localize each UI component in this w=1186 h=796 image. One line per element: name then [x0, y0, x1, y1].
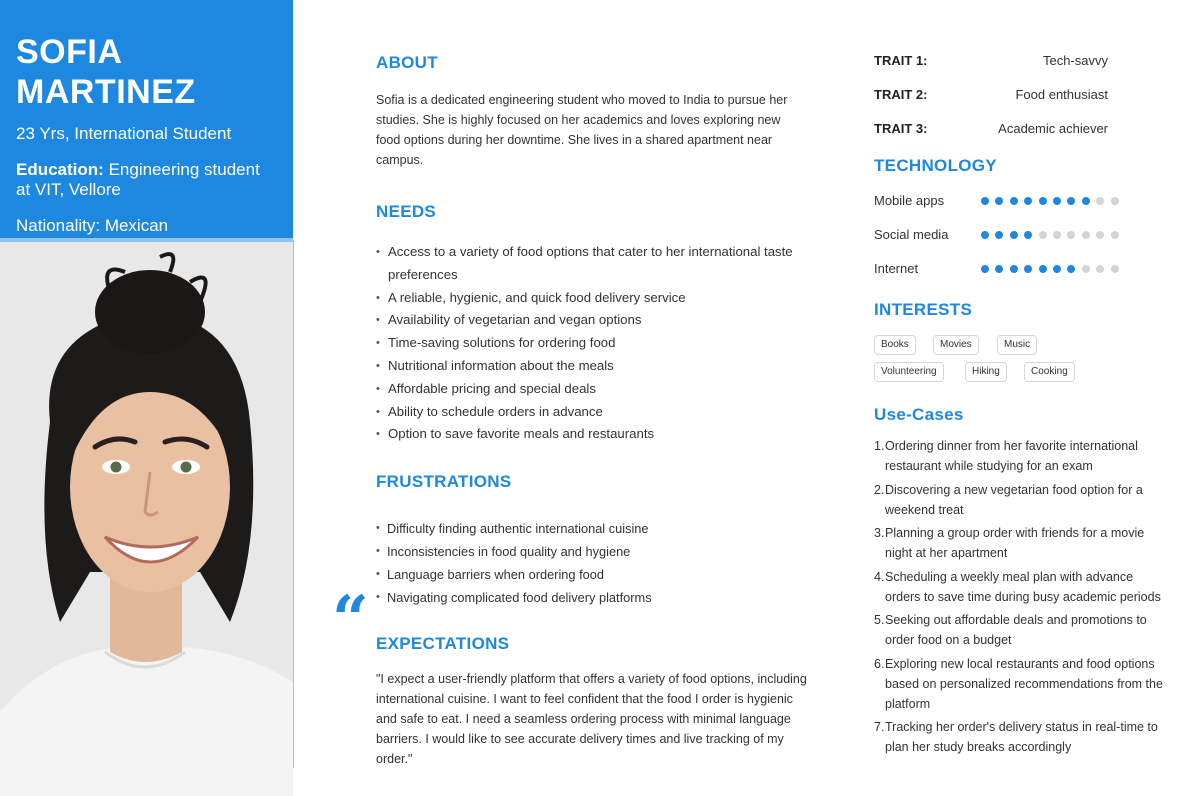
about-text: Sofia is a dedicated engineering student who moved to India to pursue her studies. She is highly focused on her academics and loves exploring new food options during her downtime. She lives in a shared apartment near campus.	[376, 93, 788, 167]
rating-dot-empty	[1111, 231, 1119, 239]
rating-dot-filled	[1053, 265, 1061, 273]
list-item: 7. Tracking her order's delivery status in real-time to plan her study breaks accordingly	[874, 720, 1158, 754]
needs-list	[376, 241, 816, 446]
list-item: • Language barriers when ordering food	[376, 563, 816, 586]
list-item: • Affordable pricing and special deals	[376, 378, 816, 401]
rating-dot-empty	[1096, 231, 1104, 239]
tech-row-internet	[874, 261, 1124, 279]
use-cases-title: Use-Cases	[874, 405, 964, 424]
tech-row-social-media	[874, 227, 1124, 245]
rating-dot-filled	[1039, 265, 1047, 273]
interests-title: INTERESTS	[874, 300, 973, 319]
rating-dot-filled	[995, 265, 1003, 273]
list-item: • Access to a variety of food options that cater to her international taste preferences	[376, 241, 816, 287]
rating-dot-filled	[1067, 197, 1075, 205]
list-item: 5. Seeking out affordable deals and promotions to order food on a budget	[874, 613, 1147, 647]
rating-dot-filled	[981, 197, 989, 205]
list-item: • Navigating complicated food delivery platforms	[376, 586, 816, 609]
list-item: • Nutritional information about the meals	[376, 355, 816, 378]
list-item: • Option to save favorite meals and restaurants	[376, 423, 816, 446]
rating-dot-empty	[1096, 197, 1104, 205]
rating-dot-filled	[1024, 197, 1032, 205]
technology-title: TECHNOLOGY	[874, 156, 997, 175]
skill-rating	[981, 265, 1119, 273]
trait-value: Tech-savvy	[1042, 53, 1108, 68]
trait-row	[874, 121, 1108, 139]
portrait-illustration	[0, 242, 293, 796]
expectations-text: "I expect a user-friendly platform that offers a variety of food options, including international cuisine. I want to feel confident that the food I order is hygienic and safe to eat. I need a seamless ordering process with minimal language barriers. I would like to see accurate delivery times and live tracking of my order."	[376, 672, 807, 766]
rating-dot-empty	[1039, 231, 1047, 239]
list-item: 3. Planning a group order with friends for a movie night at her apartment	[874, 526, 1145, 560]
tech-row-mobile-apps	[874, 193, 1124, 211]
education-label: Education:	[16, 160, 104, 179]
education-value: Engineering student at VIT, Vellore	[16, 160, 260, 199]
skill-rating	[981, 197, 1119, 205]
interest-tag: Books	[874, 335, 916, 355]
interest-tag: Music	[997, 335, 1037, 355]
education	[16, 160, 277, 200]
interest-tag: Hiking	[965, 362, 1007, 382]
tech-label: Mobile apps	[874, 193, 945, 208]
age-role: 23 Yrs, International Student	[16, 124, 232, 143]
trait-label: TRAIT 2:	[874, 87, 928, 102]
rating-dot-empty	[1082, 231, 1090, 239]
rating-dot-empty	[1053, 231, 1061, 239]
rating-dot-filled	[981, 265, 989, 273]
rating-dot-filled	[981, 231, 989, 239]
rating-dot-filled	[1053, 197, 1061, 205]
list-item: • Ability to schedule orders in advance	[376, 401, 816, 424]
rating-dot-filled	[1010, 197, 1018, 205]
trait-label: TRAIT 1:	[874, 53, 928, 68]
rating-dot-filled	[1010, 231, 1018, 239]
rating-dot-empty	[1111, 265, 1119, 273]
rating-dot-empty	[1067, 231, 1075, 239]
rating-dot-filled	[1067, 265, 1075, 273]
rating-dot-filled	[1024, 231, 1032, 239]
frustrations-title: FRUSTRATIONS	[376, 472, 512, 491]
about-title: ABOUT	[376, 53, 438, 72]
trait-value: Food enthusiast	[1015, 87, 1108, 102]
rating-dot-empty	[1096, 265, 1104, 273]
list-item: 4. Scheduling a weekly meal plan with advance orders to save time during busy academic periods	[874, 569, 1161, 604]
persona-photo	[0, 242, 293, 796]
rating-dot-filled	[995, 197, 1003, 205]
quote-icon: “	[332, 582, 369, 657]
list-item: 1. Ordering dinner from her favorite international restaurant while studying for an exam	[874, 439, 1138, 473]
frustrations-list	[376, 517, 816, 609]
rating-dot-filled	[1039, 197, 1047, 205]
rating-dot-filled	[1010, 265, 1018, 273]
column-divider	[293, 240, 294, 768]
list-item: 2. Discovering a new vegetarian food option for a weekend treat	[874, 482, 1143, 517]
rating-dot-empty	[1082, 265, 1090, 273]
list-item: • Availability of vegetarian and vegan options	[376, 309, 816, 332]
rating-dot-filled	[1082, 197, 1090, 205]
interest-tag: Movies	[933, 335, 979, 355]
trait-value: Academic achiever	[998, 121, 1108, 136]
list-item: • Inconsistencies in food quality and hygiene	[376, 540, 816, 563]
tech-label: Social media	[874, 227, 949, 242]
interest-tag: Cooking	[1024, 362, 1075, 382]
persona-name: SOFIA MARTINEZ	[16, 33, 196, 111]
nationality: Nationality: Mexican	[16, 216, 169, 235]
list-item: • Time-saving solutions for ordering food	[376, 332, 816, 355]
interest-tag: Volunteering	[874, 362, 944, 382]
list-item: • Difficulty finding authentic international cuisine	[376, 517, 816, 540]
rating-dot-filled	[995, 231, 1003, 239]
profile-card	[0, 0, 293, 238]
trait-row	[874, 53, 1108, 71]
needs-title: NEEDS	[376, 202, 437, 221]
profile-column	[0, 0, 293, 796]
tech-label: Internet	[874, 261, 919, 276]
list-item: 6. Exploring new local restaurants and food options based on personalized recommendations from the platform	[874, 656, 1163, 711]
expectations-title: EXPECTATIONS	[376, 634, 510, 653]
rating-dot-empty	[1111, 197, 1119, 205]
skill-rating	[981, 231, 1119, 239]
trait-label: TRAIT 3:	[874, 121, 928, 136]
list-item: • A reliable, hygienic, and quick food delivery service	[376, 287, 816, 310]
use-cases-list	[874, 436, 1164, 761]
trait-row	[874, 87, 1108, 105]
rating-dot-filled	[1024, 265, 1032, 273]
